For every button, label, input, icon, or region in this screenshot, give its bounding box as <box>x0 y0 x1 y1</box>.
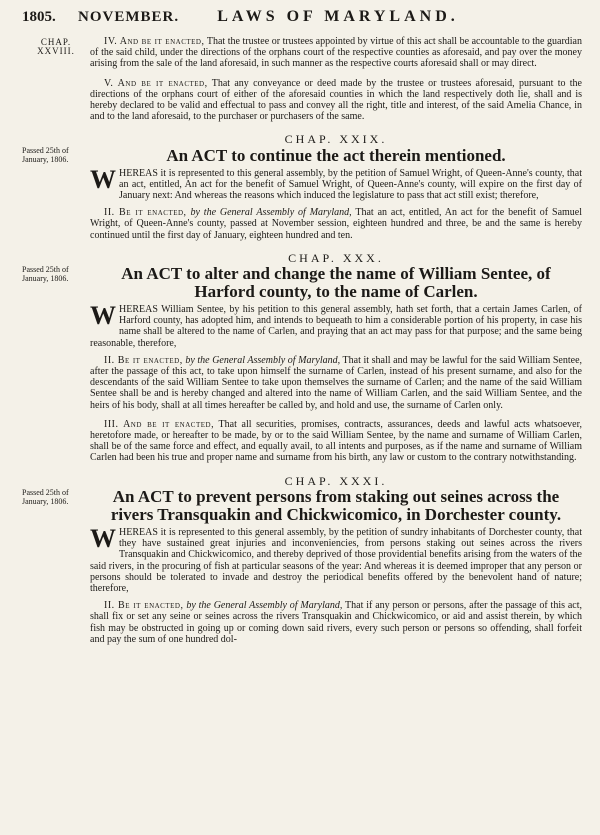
chap28-para5 <box>90 78 582 123</box>
chap29-para2-italic: by the General Assembly of Maryland, <box>186 207 352 219</box>
chap28-para4-text: That the trustee or trustees appointed by virtue of this act shall be accountable to the guardian of the said child, under the directions of the orphans court of the respective counties as aforesaid, and pay over the money arising from the sale of the land aforesaid, in such manner as the respective courts aforesaid shall or may direct. <box>90 36 582 70</box>
chap30-whereas <box>90 301 582 349</box>
running-header <box>22 8 582 36</box>
chap29-title: An ACT to continue the act therein mentioned. <box>166 145 506 165</box>
chap30-para3 <box>90 419 582 464</box>
margin-note-chap29: Passed 25th of January, 1806. <box>22 146 69 165</box>
chap29-para2-lead: II. Be it enacted, <box>104 207 187 219</box>
chap31-para2 <box>90 600 582 645</box>
chap30-whereas-text: HEREAS William Sentee, by his petition to this general assembly, hath set forth, that a certain James Carlen, of Harford county, has adopted him, and intends to bequeath to him a considerable portion of his property, in case his name shall be altered to the name of Carlen, and praying that an act may pass for that purpose; and the same being reasonable, therefore, <box>90 304 582 349</box>
chap30-para2-italic: by the General Assembly of Maryland, <box>182 354 341 366</box>
header-title: LAWS OF MARYLAND. <box>217 8 459 25</box>
chap29-para2-text: That an act, entitled, An act for the benefit of Samuel Wright, of Queen-Anne's county, passed at November session, eighteen hundred and three, be and the same is hereby continued until the first day of January, eighteen hundred and ten. <box>90 207 582 241</box>
chap28-para5-text: That any conveyance or deed made by the trustee or trustees aforesaid, pursuant to the directions of the orphans court of either of the aforesaid counties in which the land respectively doth lie, shall and is hereby declared to be valid and effectual to pass and convey all the right, title and interest, of the said Amelia Chance, in and to the land aforesaid, to the purchaser or purchasers of the same. <box>90 77 582 123</box>
chap30-para3-text: That all securities, promises, contracts, assurances, deeds and lawful acts whatsoever, heretofore made, or hereafter to be made, by or to the said William Sentee, by the name and surname of William Carlen, shall be of the same force and effect, and equally avail, to all intents and purposes, as if the name and surname of William Carlen had been his true and proper name and surname from his birth, any law or custom to the contrary notwithstanding. <box>90 418 582 464</box>
chap30-para2-text: That it shall and may be lawful for the said William Sentee, after the passage of this act, to take upon himself the surname of Carlen, instead of his present surname, and also for the descendants of the said William Sentee to take upon themselves the surname of Carlen; and the name of the said William Sentee shall be and is hereby changed and altered into the name of William Carlen, and the said William Sentee, and the heirs of his body, shall at all times hereafter be called by, and hold and use, the surname of Carlen only. <box>90 354 583 411</box>
margin-note-chap30: Passed 25th of January, 1806. <box>22 264 69 283</box>
header-month: NOVEMBER. <box>78 9 180 25</box>
header-year: 1805. <box>22 9 56 25</box>
chap30-para2-lead: II. Be it enacted, <box>104 354 183 366</box>
chap31-whereas <box>90 523 582 594</box>
chap28-para4 <box>90 36 582 70</box>
chap29-whereas-text: HEREAS it is represented to this general assembly, by the petition of Samuel Wright, of Queen-Anne's county, that an act, entitled, An act for the benefit of Samuel Wright, of Queen-Anne's county, will expire on the first day of January next: And whereas the reasons which induced the legislature to pass that act still exist; therefore, <box>119 167 582 202</box>
chapter-29-section <box>22 130 582 248</box>
chap31-whereas-text: HEREAS it is represented to this general assembly, by the petition of sundry inhabitants of Dorchester county, that they have sustained great injuries and inconveniencies, from persons staking out seines across the rivers Transquakin and Chickwicomico, and thereby deprived of those providential benefits arising from the waters of the said rivers, in the procuring of fish at particular seasons of the year: And whereas it is deemed improper that any person or persons should be tolerated to invade and destroy the periodical benefits offered by the benevolent hand of nature; therefore, <box>90 526 582 594</box>
chap31-title: An ACT to prevent persons from staking out seines across the rivers Transquakin and Chickwicomico, in Dorchester county. <box>110 486 562 524</box>
chap30-dropcap: W <box>90 301 116 331</box>
chap30-para3-lead: III. And be it enacted, <box>104 418 215 430</box>
chap28-para4-lead: IV. And be it enacted, <box>104 36 205 47</box>
chap31-para2-text: That if any person or persons, after the passage of this act, shall fix or set any seine or seines across the rivers Transquakin and Chickwicomico, or aid and assist therein, by which fish may be obstructed in going up or coming down said rivers, every such person or persons so offending, shall forfeit and pay the sum of one hundred dol- <box>90 600 583 645</box>
margin-note-chap31: Passed 25th of January, 1806. <box>22 487 69 506</box>
chap29-whereas <box>90 164 582 202</box>
chap31-heading: CHAP. XXXI. <box>284 473 388 488</box>
chap30-para2 <box>90 355 582 411</box>
chap31-para2-lead: II. Be it enacted, <box>104 600 184 612</box>
chap30-title: An ACT to alter and change the name of William Sentee, of Harford county, to the name of Carlen. <box>121 264 551 302</box>
chap29-para2 <box>90 207 582 241</box>
chap30-heading: CHAP. XXX. <box>288 250 384 265</box>
chap31-para2-italic: by the General Assembly of Maryland, <box>183 600 343 612</box>
chap29-dropcap: W <box>90 164 116 194</box>
chap29-heading: CHAP. XXIX. <box>284 132 388 147</box>
chapter-31-section <box>22 472 582 653</box>
chapter-30-section <box>22 249 582 472</box>
chap28-para5-lead: V. And be it enacted, <box>104 77 208 89</box>
chapter-28-section <box>22 36 582 130</box>
chap31-dropcap: W <box>90 523 116 553</box>
margin-note-chap28: CHAP. XXVIII. <box>37 37 75 56</box>
